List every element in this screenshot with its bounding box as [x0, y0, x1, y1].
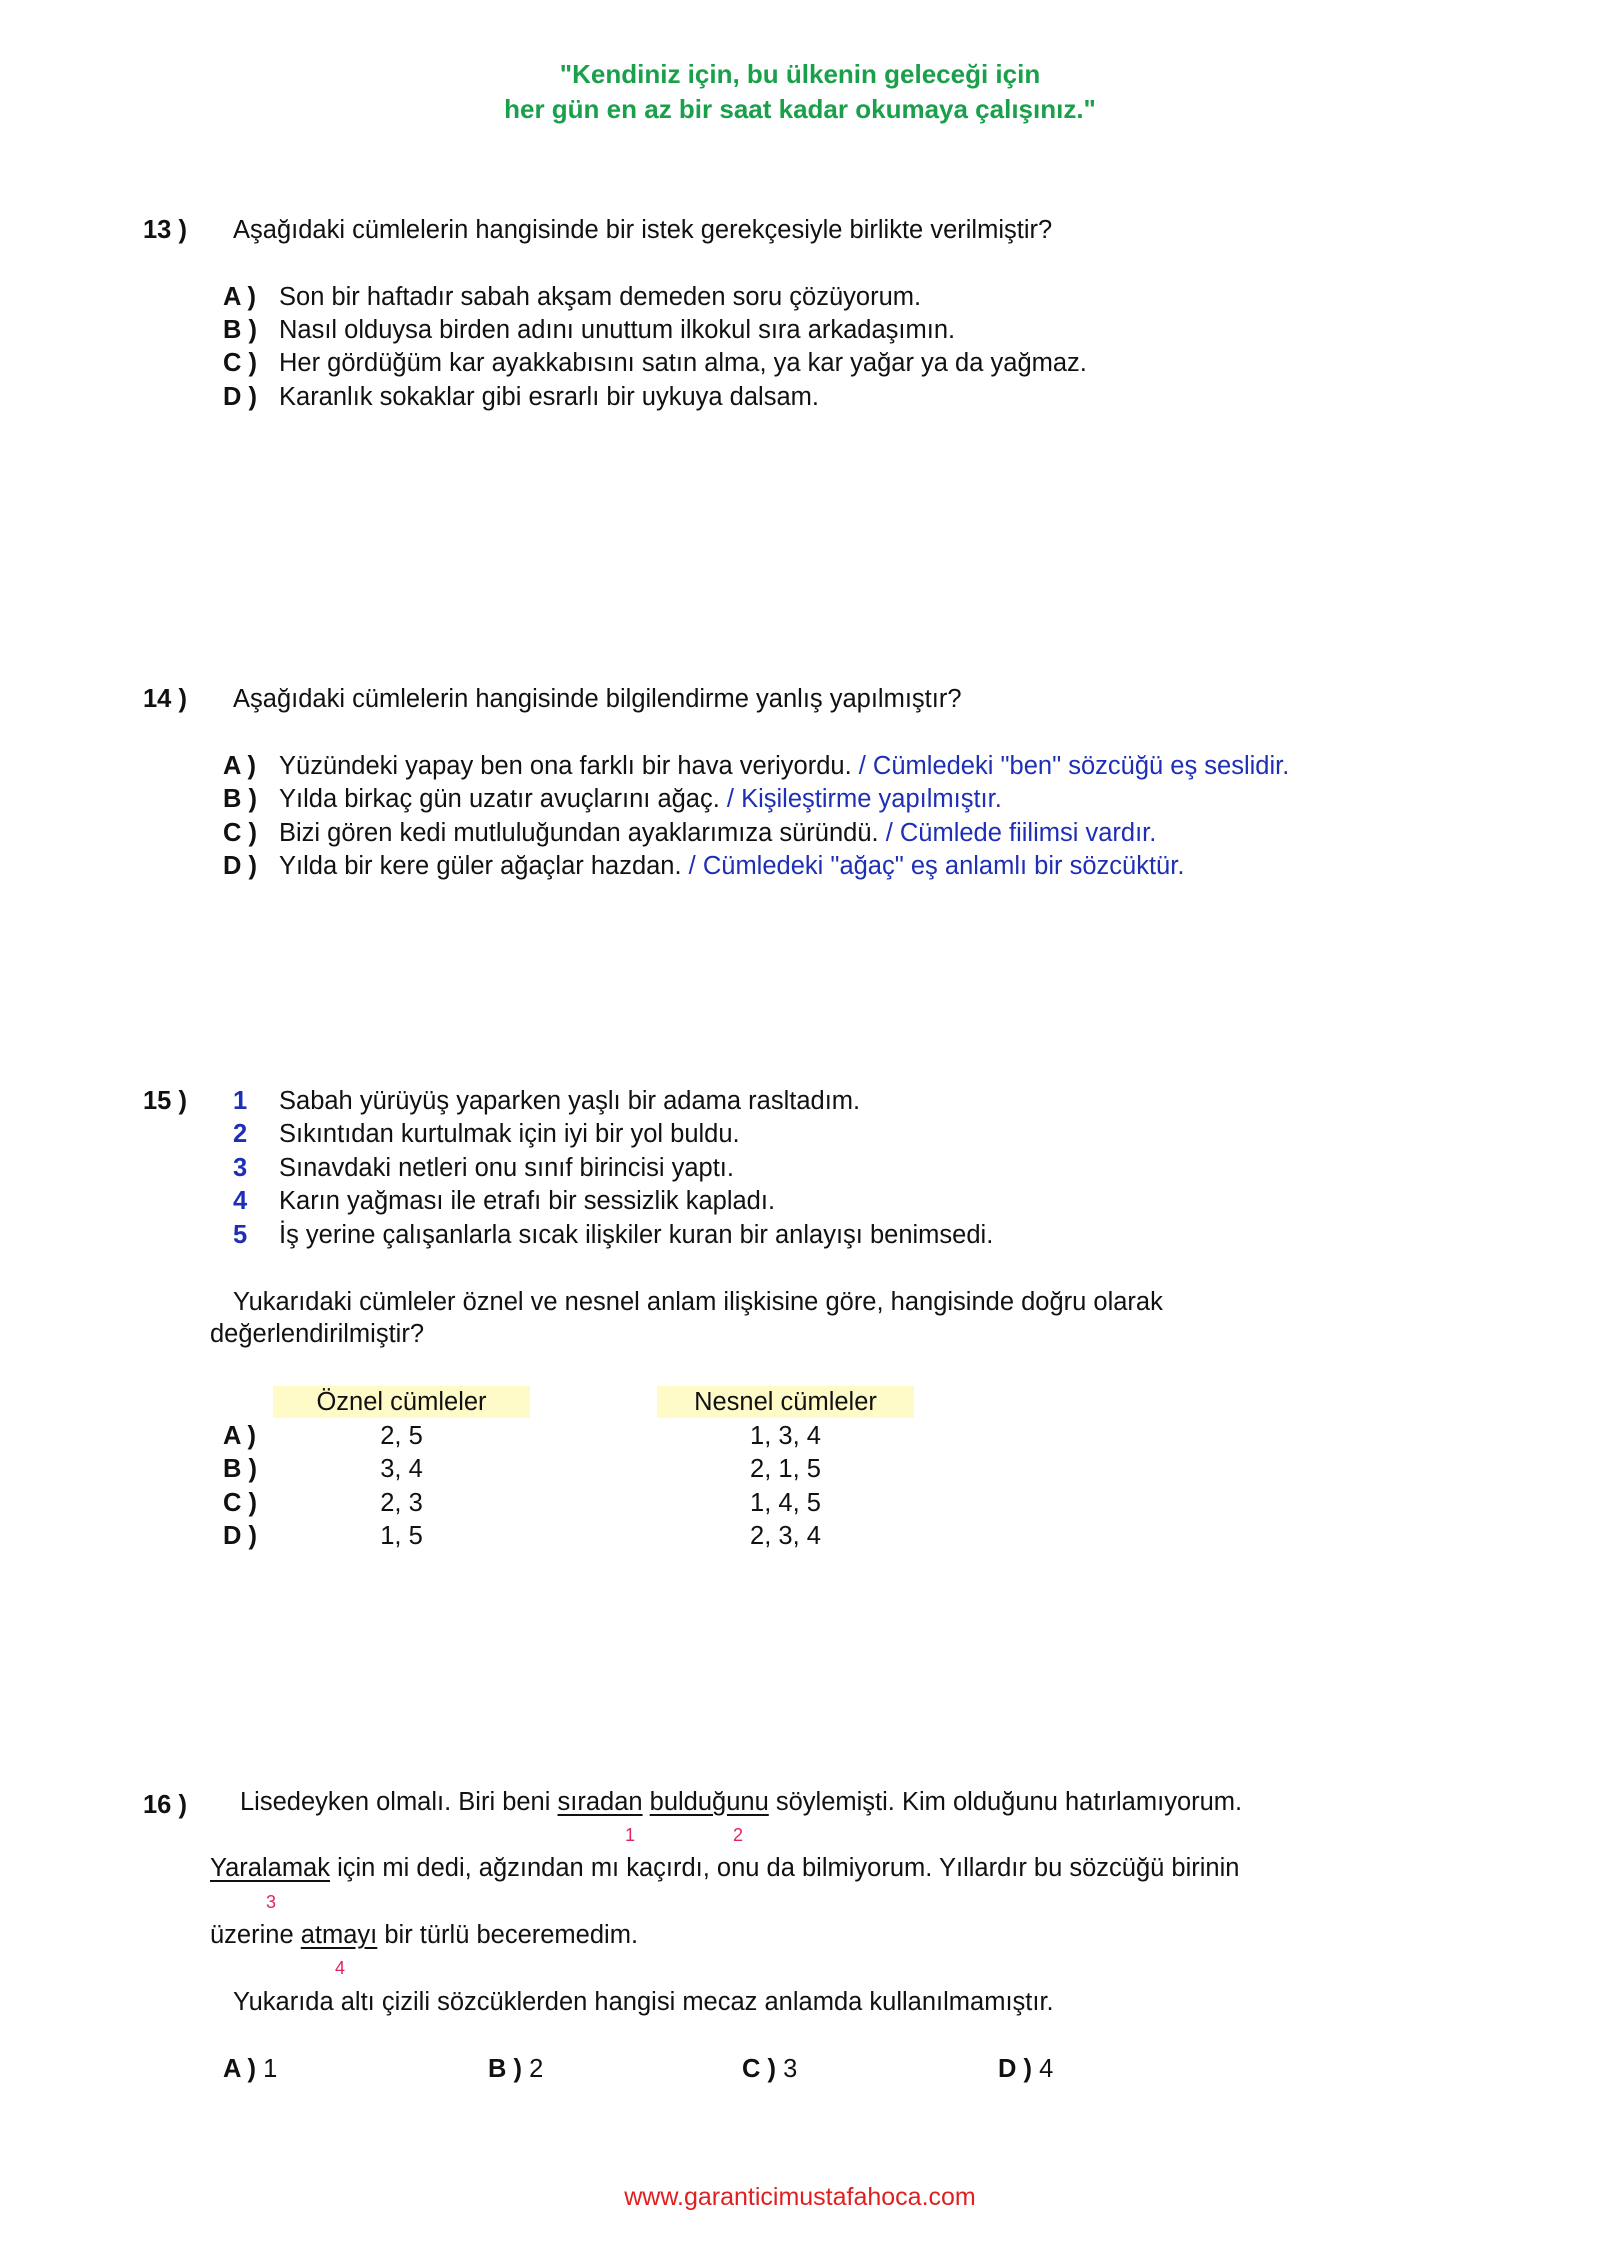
q14-option-d: [279, 850, 1184, 882]
q16-answer-c-label: C ): [742, 2055, 776, 2083]
q14-option-a-text: Yüzündeki yapay ben ona farklı bir hava veriyordu.: [279, 752, 852, 780]
q14-option-b-note: / Kişileştirme yapılmıştır.: [726, 785, 1002, 813]
q16-answer-d-label: D ): [998, 2055, 1032, 2083]
q15-sentence-5-text: İş yerine çalışanlarla sıcak ilişkiler kuran bir anlayışı benimsedi.: [279, 1221, 994, 1249]
q13-option-a-text: Son bir haftadır sabah akşam demeden soru çözüyorum.: [279, 283, 922, 311]
q15-objective-header: Nesnel cümleler: [657, 1386, 914, 1418]
q16-answer-a-label: A ): [223, 2055, 257, 2083]
q14-option-b: [279, 783, 1002, 815]
q15-row-b-objective: 2, 1, 5: [750, 1455, 821, 1483]
q14-option-c-label: C ): [223, 819, 257, 847]
q14-option-d-text: Yılda bir kere güler ağaçlar hazdan.: [279, 852, 682, 880]
q15-sentence-4-number: 4: [233, 1187, 248, 1215]
q16-paragraph-line-1: [240, 1786, 1242, 1818]
footer-website-link[interactable]: www.garanticimustafahoca.com: [624, 2183, 976, 2211]
q13-option-c-text: Her gördüğüm kar ayakkabısını satın alma, ya kar yağar ya da yağmaz.: [279, 349, 1087, 377]
q16-answer-a: [223, 2053, 277, 2085]
quote-line-1: "Kendiniz için, bu ülkenin geleceği için: [559, 59, 1041, 89]
q15-sentence-1-number: 1: [233, 1087, 248, 1115]
question-13-number: 13 ): [143, 216, 187, 244]
question-15-number: 15 ): [143, 1087, 187, 1115]
q14-option-c-note: / Cümlede fiilimsi vardır.: [885, 819, 1157, 847]
q16-paragraph-line-3: [210, 1919, 638, 1951]
q13-option-a-label: A ): [223, 283, 257, 311]
q15-row-b-subjective: 3, 4: [380, 1455, 423, 1483]
q16-line1-part-a: Lisedeyken olmalı. Biri beni: [240, 1788, 558, 1816]
q16-answer-a-value: 1: [263, 2055, 278, 2083]
q15-sentence-3-number: 3: [233, 1154, 248, 1182]
q16-paragraph-line-2: [210, 1852, 1239, 1884]
q16-answer-b-label: B ): [488, 2055, 522, 2083]
q16-answer-c: [742, 2053, 797, 2085]
q16-line2-rest: için mi dedi, ağzından mı kaçırdı, onu da bilmiyorum. Yıllardır bu sözcüğü birinin: [330, 1854, 1240, 1882]
q15-row-c-objective: 1, 4, 5: [750, 1489, 821, 1517]
q15-row-a-objective: 1, 3, 4: [750, 1422, 821, 1450]
q13-option-c-label: C ): [223, 349, 257, 377]
q15-row-d-subjective: 1, 5: [380, 1522, 423, 1550]
q16-question-text: Yukarıda altı çizili sözcüklerden hangisi mecaz anlamda kullanılmamıştır.: [233, 1988, 1054, 2016]
q15-row-c-label: C ): [223, 1489, 257, 1517]
q14-option-c-text: Bizi gören kedi mutluluğundan ayaklarımıza süründü.: [279, 819, 879, 847]
q16-marker-1: 1: [625, 1825, 636, 1845]
q15-subjective-header: Öznel cümleler: [273, 1386, 530, 1418]
q13-option-b-text: Nasıl olduysa birden adını unuttum ilkokul sıra arkadaşımın.: [279, 316, 956, 344]
q16-line3-part-a: üzerine: [210, 1921, 301, 1949]
q16-underlined-word-2: bulduğunu: [649, 1788, 769, 1816]
q16-line1-part-c: söylemişti. Kim olduğunu hatırlamıyorum.: [768, 1788, 1243, 1816]
q13-option-b-label: B ): [223, 316, 257, 344]
q15-row-a-label: A ): [223, 1422, 257, 1450]
q14-option-a-label: A ): [223, 752, 257, 780]
q15-question-line-2: değerlendirilmiştir?: [210, 1320, 424, 1348]
q14-option-c: [279, 817, 1156, 849]
q16-answer-b-value: 2: [529, 2055, 544, 2083]
q13-option-d-label: D ): [223, 383, 257, 411]
q16-underlined-word-3: Yaralamak: [210, 1854, 330, 1882]
q15-sentence-5-number: 5: [233, 1221, 248, 1249]
quote-line-2: her gün en az bir saat kadar okumaya çalışınız.": [504, 94, 1096, 124]
q15-row-b-label: B ): [223, 1455, 257, 1483]
q16-line1-part-b: [643, 1788, 650, 1816]
q15-sentence-1-text: Sabah yürüyüş yaparken yaşlı bir adama rasltadım.: [279, 1087, 861, 1115]
q15-row-c-subjective: 2, 3: [380, 1489, 423, 1517]
q16-answer-d: [998, 2053, 1053, 2085]
q15-row-d-label: D ): [223, 1522, 257, 1550]
q16-line3-part-b: bir türlü beceremedim.: [377, 1921, 639, 1949]
question-14-number: 14 ): [143, 685, 187, 713]
q15-row-a-subjective: 2, 5: [380, 1422, 423, 1450]
q14-option-b-text: Yılda birkaç gün uzatır avuçlarını ağaç.: [279, 785, 720, 813]
q16-underlined-word-4: atmayı: [300, 1921, 378, 1949]
q15-sentence-2-number: 2: [233, 1120, 248, 1148]
q16-answer-d-value: 4: [1039, 2055, 1054, 2083]
q15-sentence-2-text: Sıkıntıdan kurtulmak için iyi bir yol buldu.: [279, 1120, 740, 1148]
q15-sentence-3-text: Sınavdaki netleri onu sınıf birincisi yaptı.: [279, 1154, 734, 1182]
q14-option-b-label: B ): [223, 785, 257, 813]
q14-option-d-label: D ): [223, 852, 257, 880]
q16-marker-4: 4: [335, 1958, 346, 1978]
question-16-number: 16 ): [143, 1791, 187, 1819]
q15-sentence-4-text: Karın yağması ile etrafı bir sessizlik kapladı.: [279, 1187, 776, 1215]
q16-marker-2: 2: [733, 1825, 744, 1845]
q14-option-a-note: / Cümledeki "ben" sözcüğü eş seslidir.: [858, 752, 1290, 780]
q13-option-d-text: Karanlık sokaklar gibi esrarlı bir uykuya dalsam.: [279, 383, 819, 411]
q16-underlined-word-1: sıradan: [557, 1788, 643, 1816]
q15-question-line-1: Yukarıdaki cümleler öznel ve nesnel anlam ilişkisine göre, hangisinde doğru olarak: [233, 1288, 1163, 1316]
q16-answer-c-value: 3: [783, 2055, 798, 2083]
q16-marker-3: 3: [266, 1892, 277, 1912]
q14-option-a: [279, 750, 1289, 782]
q14-option-d-note: / Cümledeki "ağaç" eş anlamlı bir sözcüktür.: [688, 852, 1185, 880]
question-14-text: Aşağıdaki cümlelerin hangisinde bilgilendirme yanlış yapılmıştır?: [233, 685, 962, 713]
q15-row-d-objective: 2, 3, 4: [750, 1522, 821, 1550]
q16-answer-b: [488, 2053, 543, 2085]
question-13-text: Aşağıdaki cümlelerin hangisinde bir istek gerekçesiyle birlikte verilmiştir?: [233, 216, 1053, 244]
